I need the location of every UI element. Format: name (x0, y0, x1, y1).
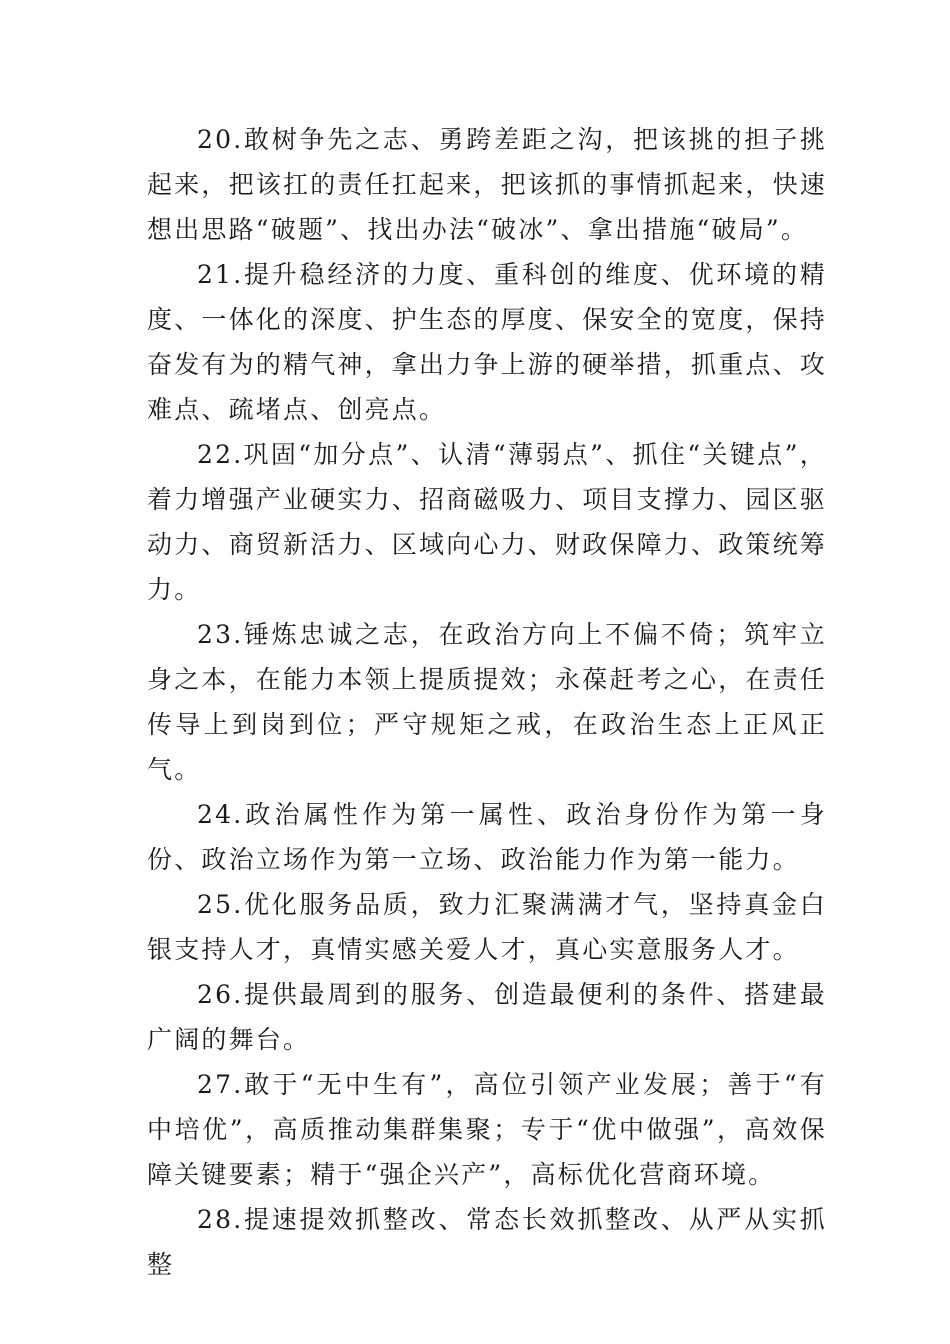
paragraph-22: 22.巩固“加分点”、认清“薄弱点”、抓住“关键点”，着力增强产业硬实力、招商磁吸力、项目支撑力、园区驱动力、商贸新活力、区域向心力、财政保障力、政策统筹力。 (147, 440, 828, 604)
paragraph-20: 20.敢树争先之志、勇跨差距之沟，把该挑的担子挑起来，把该扛的责任扛起来，把该抓的事情抓起来，快速想出思路“破题”、找出办法“破冰”、拿出措施“破局”。 (147, 125, 828, 244)
paragraph-21: 21.提升稳经济的力度、重科创的维度、优环境的精度、一体化的深度、护生态的厚度、保安全的宽度，保持奋发有为的精气神，拿出力争上游的硬举措，抓重点、攻难点、疏堵点、创亮点。 (147, 260, 828, 424)
paragraph-27: 27.敢于“无中生有”，高位引领产业发展；善于“有中培优”，高质推动集群集聚；专于“优中做强”，高效保障关键要素；精于“强企兴产”，高标优化营商环境。 (147, 1070, 827, 1189)
document-body (147, 117, 827, 1287)
paragraph-25: 25.优化服务品质，致力汇聚满满才气，坚持真金白银支持人才，真情实感关爱人才，真心实意服务人才。 (147, 890, 827, 964)
paragraph-28: 28.提速提效抓整改、常态长效抓整改、从严从实抓整 (147, 1205, 827, 1279)
paragraph-23: 23.锤炼忠诚之志，在政治方向上不偏不倚；筑牢立身之本，在能力本领上提质提效；永葆赶考之心，在责任传导上到岗到位；严守规矩之戒，在政治生态上正风正气。 (147, 620, 828, 784)
paragraph-24: 24.政治属性作为第一属性、政治身份作为第一身份、政治立场作为第一立场、政治能力作为第一能力。 (147, 800, 827, 874)
paragraph-26: 26.提供最周到的服务、创造最便利的条件、搭建最广阔的舞台。 (147, 980, 827, 1054)
